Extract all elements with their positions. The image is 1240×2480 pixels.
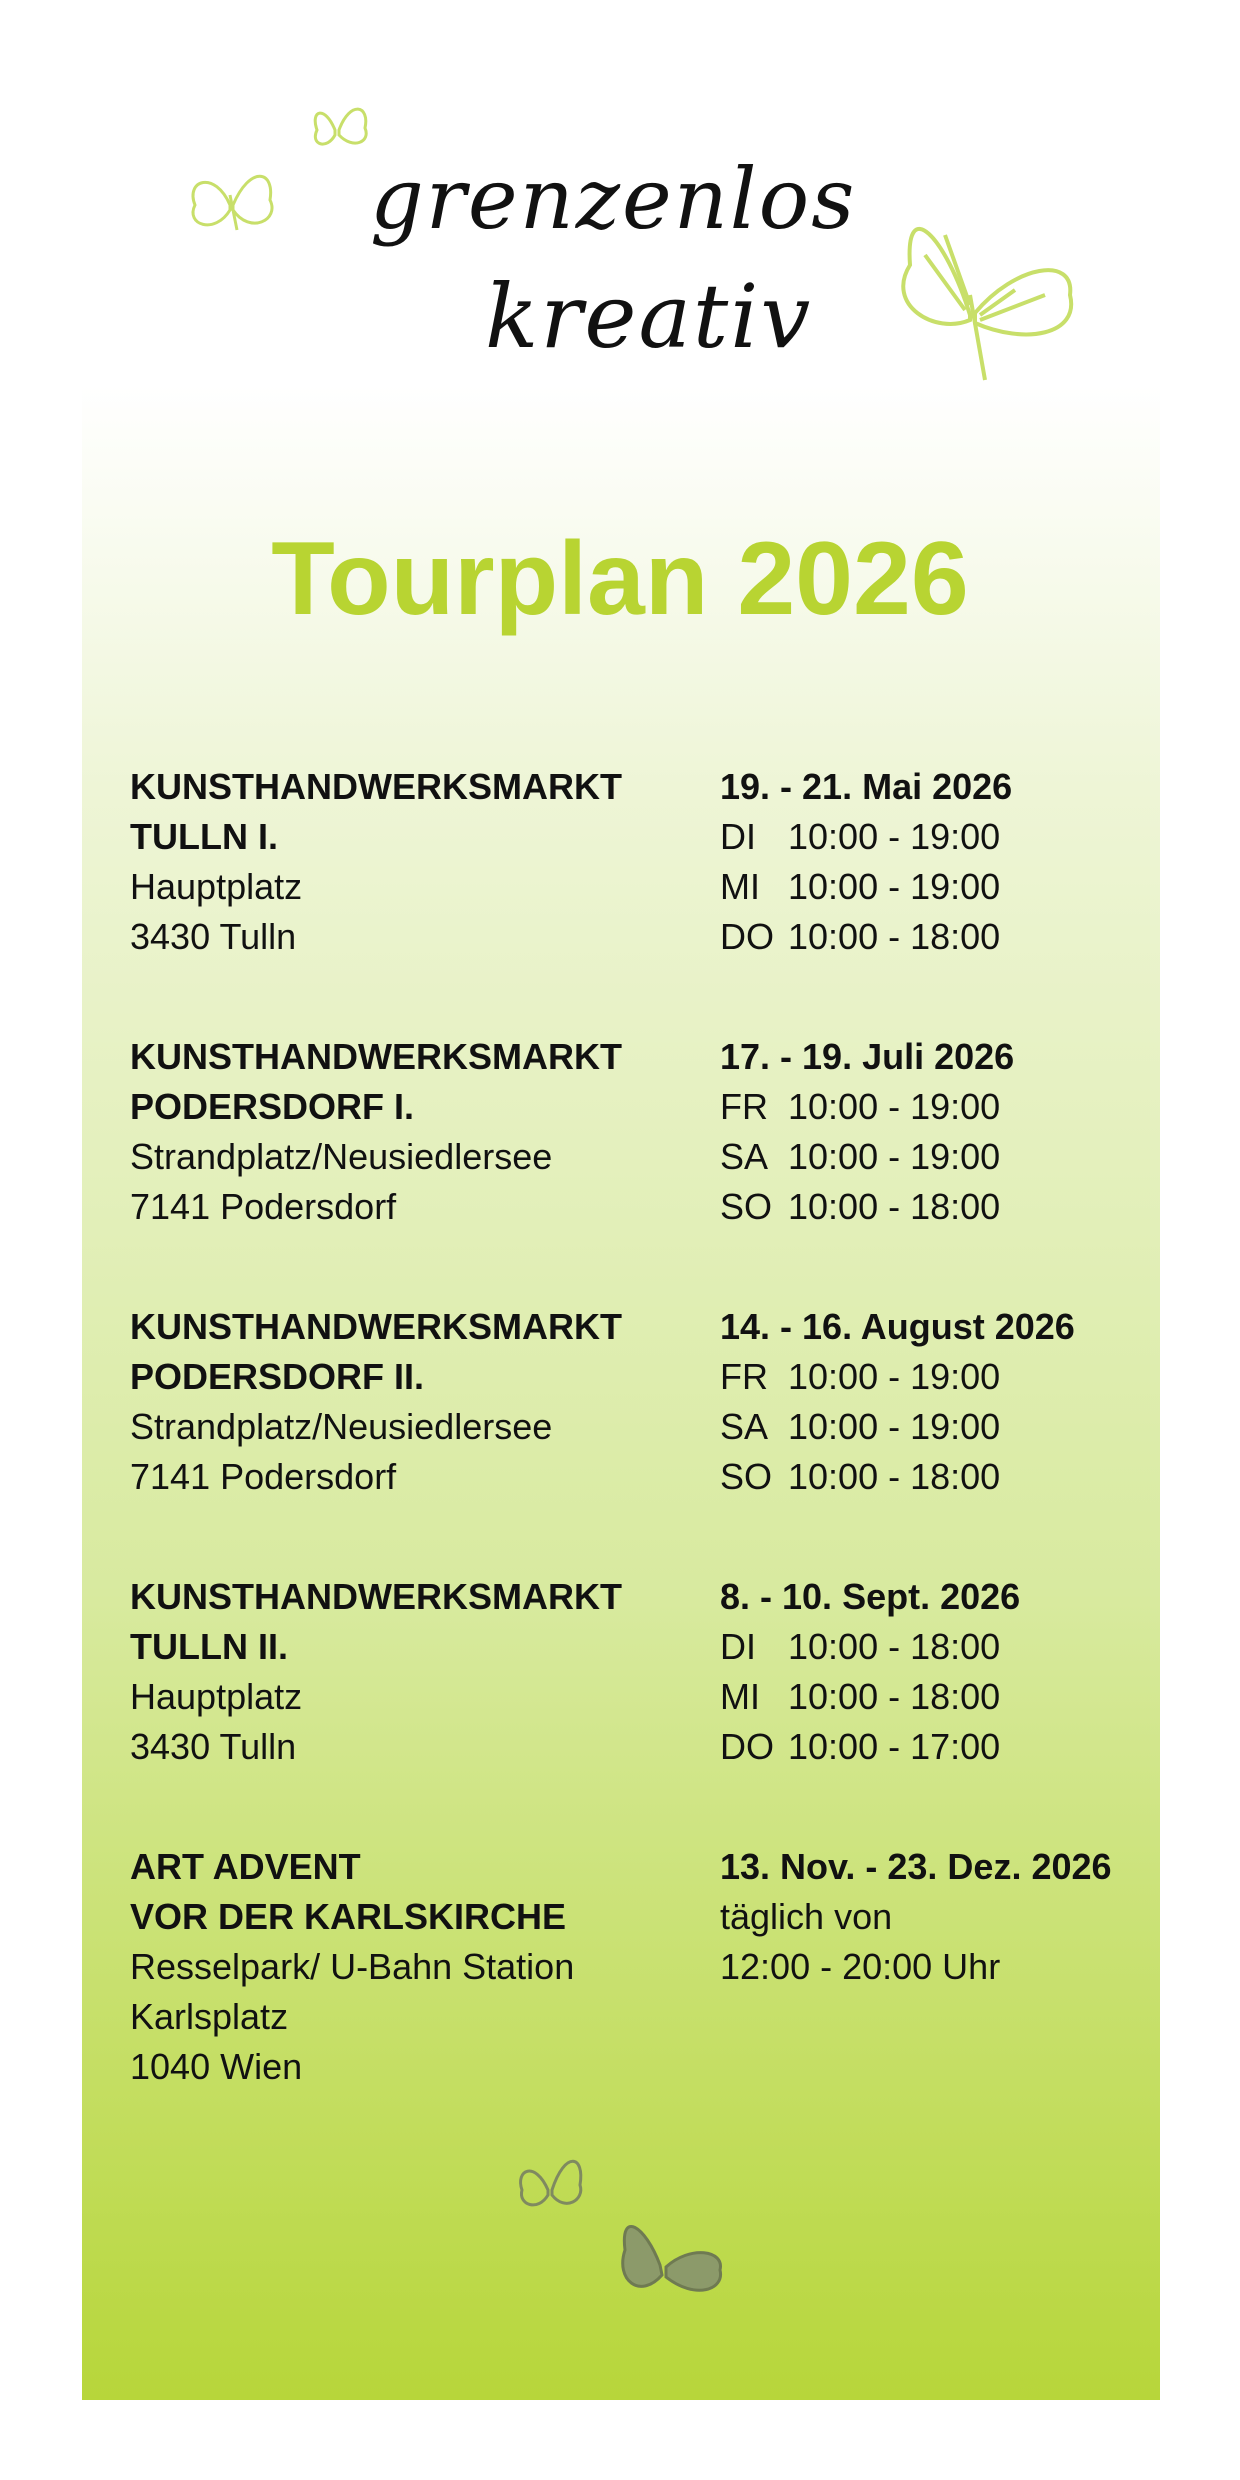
logo-line-1: grenzenlos: [370, 150, 857, 248]
event-date: 8. - 10. Sept. 2026: [720, 1576, 1021, 1617]
time-day: MI: [720, 1676, 760, 1717]
time-day: SA: [720, 1406, 769, 1447]
event-name-line-1: KUNSTHANDWERKSMARKT: [130, 1036, 622, 1077]
event-block: [130, 1302, 1160, 1512]
time-hours: 10:00 - 18:00: [788, 1456, 1001, 1497]
event-place: Hauptplatz: [130, 866, 303, 907]
time-hours: 10:00 - 17:00: [788, 1726, 1001, 1767]
event-name-line-2: PODERSDORF II.: [130, 1356, 425, 1397]
time-row: [720, 1182, 1220, 1232]
event-schedule: [720, 1842, 1220, 1992]
butterfly-icon: [510, 2140, 590, 2220]
event-name-line-1: KUNSTHANDWERKSMARKT: [130, 766, 622, 807]
event-location: [130, 1842, 690, 2092]
butterfly-icon: [610, 2205, 730, 2315]
time-row: [720, 1352, 1220, 1402]
event-place: Karlsplatz: [130, 1996, 289, 2037]
time-row: [720, 1672, 1220, 1722]
event-name-line-1: KUNSTHANDWERKSMARKT: [130, 1576, 622, 1617]
event-location: [130, 1032, 690, 1232]
event-city: 7141 Podersdorf: [130, 1186, 397, 1227]
event-schedule: [720, 1572, 1220, 1772]
time-hours: 10:00 - 19:00: [788, 866, 1001, 907]
event-block: [130, 1842, 1160, 2102]
time-day: DI: [720, 816, 756, 857]
time-day: DO: [720, 1726, 774, 1767]
event-location: [130, 1572, 690, 1772]
event-block: [130, 1032, 1160, 1242]
time-day: SO: [720, 1456, 773, 1497]
page-title: Tourplan 2026: [271, 521, 969, 637]
time-day: SA: [720, 1136, 769, 1177]
time-hours: 10:00 - 19:00: [788, 1356, 1001, 1397]
event-place: Strandplatz/Neusiedlersee: [130, 1136, 553, 1177]
time-row: [720, 1402, 1220, 1452]
time-hours: 10:00 - 18:00: [788, 1676, 1001, 1717]
event-location: [130, 1302, 690, 1502]
time-hours: 10:00 - 19:00: [788, 1136, 1001, 1177]
event-name-line-1: ART ADVENT: [130, 1846, 361, 1887]
time-day: SO: [720, 1186, 773, 1227]
time-hours: 10:00 - 19:00: [788, 816, 1001, 857]
time-day: FR: [720, 1356, 768, 1397]
event-hours: 12:00 - 20:00 Uhr: [720, 1946, 1001, 1987]
time-day: MI: [720, 866, 760, 907]
event-name-line-1: KUNSTHANDWERKSMARKT: [130, 1306, 622, 1347]
time-row: [720, 1722, 1220, 1772]
time-hours: 10:00 - 19:00: [788, 1086, 1001, 1127]
event-block: [130, 762, 1160, 972]
event-location: [130, 762, 690, 962]
butterfly-icon: [305, 90, 375, 160]
time-hours: 10:00 - 18:00: [788, 916, 1001, 957]
event-date: 19. - 21. Mai 2026: [720, 766, 1013, 807]
butterfly-icon: [175, 150, 285, 250]
time-row: [720, 1452, 1220, 1502]
time-row: [720, 1082, 1220, 1132]
event-name-line-2: VOR DER KARLSKIRCHE: [130, 1896, 567, 1937]
event-city: 1040 Wien: [130, 2046, 303, 2087]
event-schedule: [720, 1302, 1220, 1502]
event-name-line-2: PODERSDORF I.: [130, 1086, 415, 1127]
event-name-line-2: TULLN I.: [130, 816, 278, 857]
event-schedule: [720, 762, 1220, 962]
butterfly-icon: [875, 195, 1080, 390]
event-city: 3430 Tulln: [130, 1726, 297, 1767]
time-row: [720, 862, 1220, 912]
event-note: täglich von: [720, 1896, 893, 1937]
time-row: [720, 912, 1220, 962]
time-day: DO: [720, 916, 774, 957]
time-row: [720, 1132, 1220, 1182]
time-hours: 10:00 - 18:00: [788, 1186, 1001, 1227]
time-row: [720, 1622, 1220, 1672]
time-row: [720, 812, 1220, 862]
event-city: 7141 Podersdorf: [130, 1456, 397, 1497]
time-day: DI: [720, 1626, 756, 1667]
event-date: 17. - 19. Juli 2026: [720, 1036, 1015, 1077]
event-name-line-2: TULLN II.: [130, 1626, 288, 1667]
event-schedule: [720, 1032, 1220, 1232]
time-hours: 10:00 - 19:00: [788, 1406, 1001, 1447]
event-city: 3430 Tulln: [130, 916, 297, 957]
event-place: Resselpark/ U-Bahn Station: [130, 1946, 575, 1987]
event-place: Hauptplatz: [130, 1676, 303, 1717]
event-date: 14. - 16. August 2026: [720, 1306, 1075, 1347]
logo-line-2: kreativ: [485, 265, 813, 368]
event-date: 13. Nov. - 23. Dez. 2026: [720, 1846, 1112, 1887]
time-day: FR: [720, 1086, 768, 1127]
time-hours: 10:00 - 18:00: [788, 1626, 1001, 1667]
event-block: [130, 1572, 1160, 1782]
event-place: Strandplatz/Neusiedlersee: [130, 1406, 553, 1447]
